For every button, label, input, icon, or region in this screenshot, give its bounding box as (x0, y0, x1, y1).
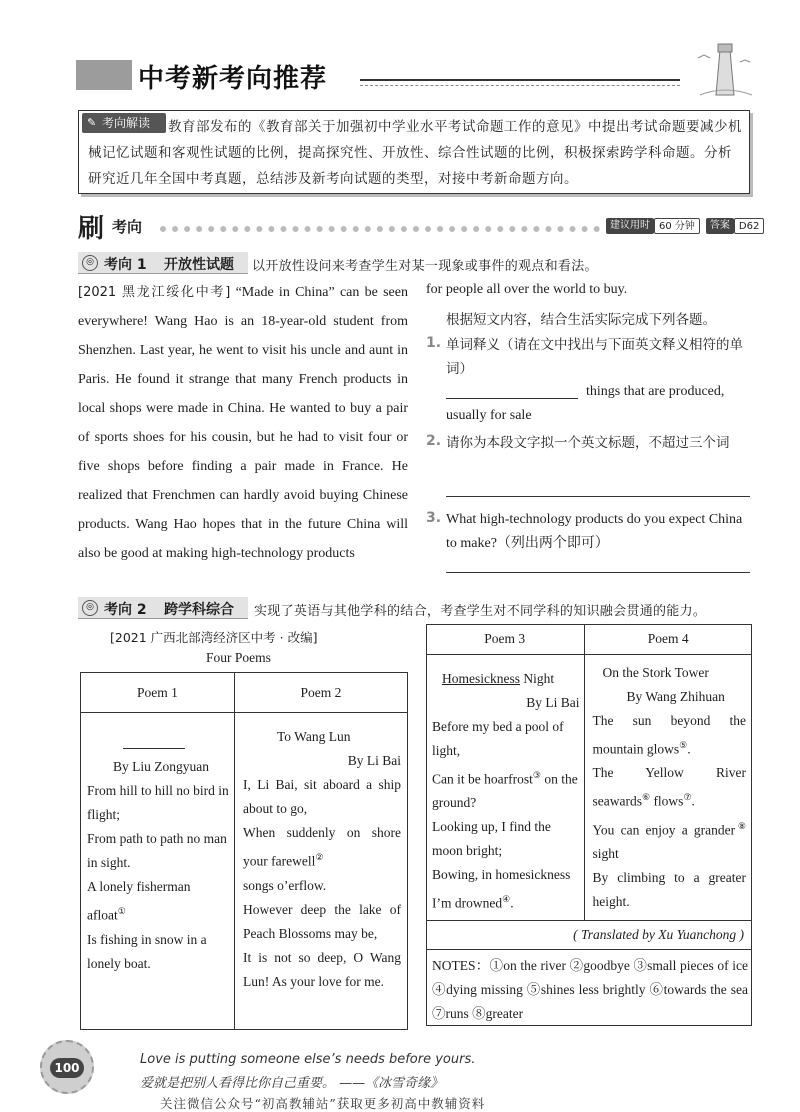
q1-text: 单词释义（请在文中找出与下面英文释义相符的单词） (446, 337, 743, 377)
poem3-line: Before my bed a pool of light, (432, 718, 564, 758)
page-title: 中考新考向推荐 (138, 64, 328, 94)
poem4-line: By climbing to a greater height. (592, 870, 746, 909)
poems-table-title: Four Poems (206, 650, 271, 665)
poem1-title-blank[interactable] (123, 737, 185, 749)
poem2-line: It is not so deep, O Wang Lun! As your love for me. (243, 949, 401, 989)
poem2-line: I, Li Bai, sit aboard a ship about to go, (243, 777, 401, 816)
time-label: 建议用时 (606, 218, 654, 234)
q1-number: 1. (426, 335, 442, 351)
page-number: 100 (50, 1058, 84, 1078)
reading-passage (78, 278, 408, 568)
poem1-body (81, 713, 235, 1030)
target-icon: ◎ (82, 255, 98, 271)
section1-title: 开放性试题 (164, 257, 234, 273)
passage-source: [2021 黑龙江绥化中考] (78, 285, 231, 300)
poem4-line: The sun beyond the mountain glows⑤. (592, 712, 746, 756)
q1-answer-blank[interactable] (446, 398, 578, 399)
lighthouse-illustration (690, 40, 760, 100)
q1-definition-line1: things that are produced, (586, 384, 725, 399)
time-value: 60 分钟 (654, 218, 700, 234)
poem1-author: By Liu Zongyuan (113, 759, 209, 774)
header-accent-bar (76, 60, 132, 90)
poem1-header: Poem 1 (81, 673, 235, 713)
poem1-line: From path to path no man in sight. (87, 831, 227, 870)
q3-answer-blank[interactable] (446, 572, 750, 573)
answer-page: D62 (734, 218, 764, 234)
q3-number: 3. (426, 510, 442, 526)
poems-table-left (80, 672, 408, 1030)
poem2-header: Poem 2 (235, 673, 408, 713)
practice-label: 考向 (112, 218, 143, 236)
poem2-line: However deep the lake of Peach Blossoms may be, (243, 901, 401, 941)
practice-divider (160, 226, 600, 232)
poems-table-right (426, 624, 752, 920)
poem4-line: The Yellow River seawards⑥ flows⑦. (592, 765, 746, 809)
pencil-icon: ✎ (87, 116, 97, 129)
q2-answer-blank[interactable] (446, 496, 750, 497)
section1-num: 考向 1 (104, 257, 147, 273)
poem3-title: Homesickness Night (442, 670, 555, 686)
poem4-author: By Wang Zhihuan (626, 688, 725, 704)
quote-chinese: 爱就是把别人看得比你自己重要。 ——《冰雪奇缘》 (140, 1076, 444, 1091)
passage-end: for people all over the world to buy. (426, 282, 628, 297)
poem4-line: You can enjoy a grander⑧ sight (592, 820, 746, 861)
section2-source: [2021 广西北部湾经济区中考 · 改编] (110, 630, 318, 645)
header-rule (360, 79, 680, 81)
translator-credit: ( Translated by Xu Yuanchong ) (426, 920, 752, 950)
promo-text: 关注微信公众号“初高教辅站”获取更多初高中教辅资料 (160, 1096, 486, 1111)
poem4-body (584, 654, 752, 920)
poem2-author: By Li Bai (347, 753, 401, 768)
poem3-line: Looking up, I find the moon bright; (432, 819, 551, 858)
target-icon: ◎ (82, 600, 98, 616)
section2-num: 考向 2 (104, 602, 147, 618)
section1-desc: 以开放性设问来考查学生对某一现象或事件的观点和看法。 (252, 259, 598, 274)
instruction: 根据短文内容，结合生活实际完成下列各题。 (446, 312, 716, 328)
intro-text: 教育部发布的《教育部关于加强初中学业水平考试命题工作的意见》中提出考试命题要减少机械记忆试题和客观性试题的比例，提高探究性、开放性、综合性试题的比例，积极探索跨学科命题。分析研究近几年全国中考真题，总结涉及新考向试题的类型，对接中考新命题方向。 (88, 119, 742, 187)
poem4-header: Poem 4 (584, 624, 752, 654)
answer-label: 答案 (706, 218, 734, 234)
poem3-line: Bowing, in homesickness I’m drowned④. (432, 867, 571, 911)
q1-definition-line2: usually for sale (446, 408, 532, 423)
q2-number: 2. (426, 433, 442, 449)
poem3-body (426, 654, 584, 920)
poem1-line: A lonely fisherman afloat① (87, 879, 191, 923)
header-rule-dashed (360, 85, 680, 86)
poem2-line: songs o’erflow. (243, 877, 327, 893)
poem3-header: Poem 3 (426, 624, 584, 654)
poem2-title: To Wang Lun (277, 729, 351, 744)
poem2-line: When suddenly on shore your farewell② (243, 825, 401, 869)
q2-text: 请你为本段文字拟一个英文标题，不超过三个词 (446, 435, 730, 451)
poem2-body (235, 713, 408, 1030)
poem3-line: Can it be hoarfrost③ on the ground? (432, 769, 578, 810)
q3-text: What high-technology products do you expect China to make?（列出两个即可） (446, 512, 743, 551)
section2-desc: 实现了英语与其他学科的结合，考查学生对不同学科的知识融会贯通的能力。 (254, 604, 707, 619)
section2-title: 跨学科综合 (164, 602, 234, 618)
poem4-title: On the Stork Tower (602, 664, 709, 680)
quote-english: Love is putting someone else’s needs before yours. (140, 1052, 476, 1067)
poem-notes: NOTES：①on the river ②goodbye ③small pieces of ice ④dying missing ⑤shines less brightly ⑥towards the sea ⑦runs ⑧greater (432, 958, 748, 1021)
poem1-line: Is fishing in snow in a lonely boat. (87, 931, 207, 971)
practice-info (606, 218, 764, 234)
intro-tag-label: 考向解读 (102, 116, 151, 130)
poem3-author: By Li Bai (526, 694, 580, 710)
practice-mark: 刷 (78, 214, 105, 244)
passage-text: “Made in China” can be seen everywhere! Wang Hao is an 18-year-old student from Shenzhen. Last year, he went to visit his uncle and aunt in Paris. He found it strange that many French products in local shops were made in China. He wanted to buy a pair of sports shoes for his cousin, but he had to visit four or five shops before finding a pair made in France. He realized that Frenchmen can hardly avoid buying Chinese products. Wang Hao hopes that in the future China will also be good at making high-technology products (78, 285, 408, 561)
poem1-line: From hill to hill no bird in flight; (87, 783, 229, 822)
